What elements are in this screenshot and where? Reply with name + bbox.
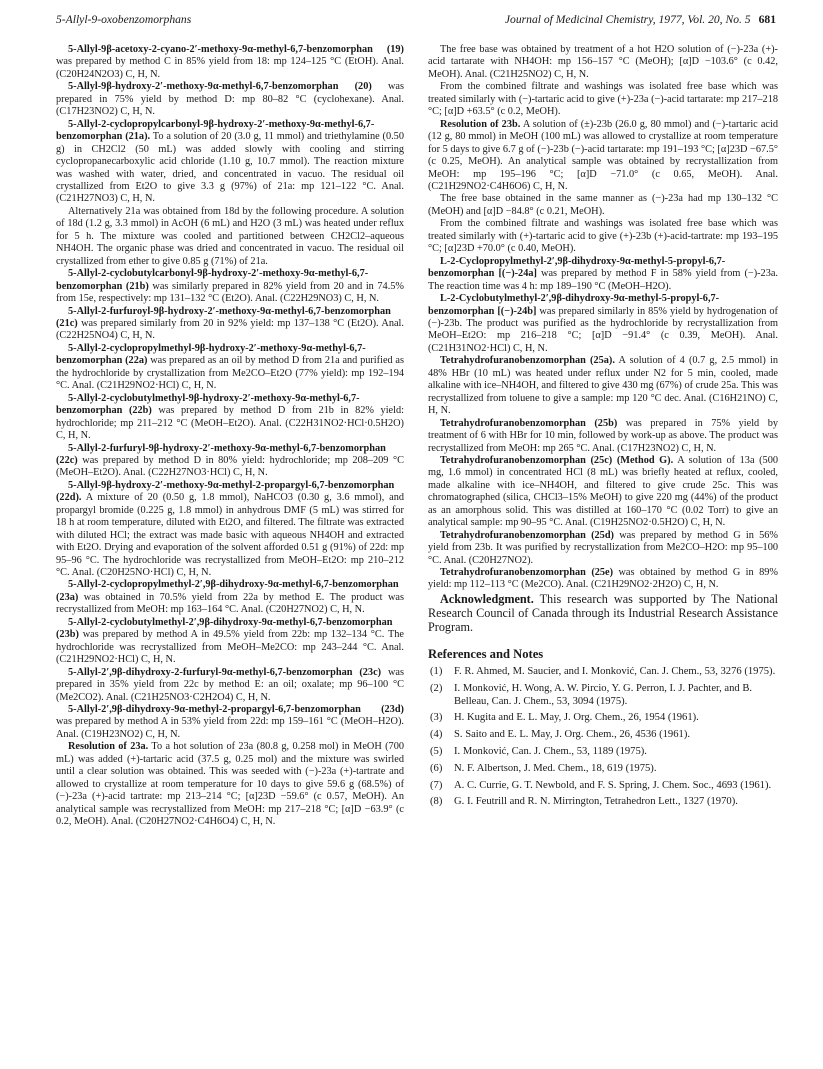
compound-heading: Tetrahydrofuranobenzomorphan (25d) xyxy=(440,529,614,541)
paragraph-text: was prepared similarly from 20 in 92% yield: mp 137–138 °C (Et2O). Anal. (C22H25NO4) C, H, N. xyxy=(56,317,404,342)
reference-item xyxy=(428,729,778,742)
paragraph-text: The free base obtained in the same manner as (−)-23a had mp 130–132 °C (MeOH) and [α]D −84.8° (c 0.21, MeOH). xyxy=(428,193,778,217)
paragraph xyxy=(56,704,404,741)
paragraph xyxy=(428,355,778,417)
paragraph xyxy=(56,306,404,343)
paragraph xyxy=(56,343,404,393)
paragraph xyxy=(56,81,404,118)
right-column xyxy=(428,44,778,813)
paragraph-text: From the combined filtrate and washings was isolated free base which was treated similarly with (+)-tartaric acid to give (+)-23b (+)-acid-tartrate: mp 193–195 °C; [α]23D +70.0° (c 0.40, MeOH). xyxy=(428,218,778,255)
compound-heading: 5-Allyl-2-cyclopropylmethyl-2′,9β-dihydroxy-9α-methyl-6,7-benzomorphan (23a) xyxy=(56,579,399,603)
paragraph xyxy=(56,741,404,828)
page-number: 681 xyxy=(758,13,776,26)
paragraph-text: was prepared by method D from 21b in 82% yield: hydrochloride; mp 211–212 °C (MeOH–Et2O). Anal. (C22H31NO2·HCl·0.5H2O) C, H, N. xyxy=(56,405,404,442)
reference-text: A. C. Currie, G. T. Newbold, and F. S. Spring, J. Chem. Soc., 4693 (1961). xyxy=(454,779,772,791)
reference-number: (8) xyxy=(430,796,443,808)
references-heading: References and Notes xyxy=(428,646,544,661)
compound-heading: 5-Allyl-2′,9β-dihydroxy-2-furfuryl-9α-methyl-6,7-benzomorphan (23c) xyxy=(68,666,382,678)
paragraph xyxy=(428,81,778,118)
paragraph-text: A solution of 13a (500 mg, 1.6 mmol) in concentrated HCl (8 mL) was briefly heated at reflux, cooled, made alkaline with ice–NH4OH, and filtered to give crude 25c. This was chromatographed (silica, CHCl3–15% MeOH) to give 220 mg (44%) of the product as an amorphous solid. This was distilled at 160–170 °C (0.02 Torr) to give an analytical sample: mp 90–95 °C. Anal. (C19H25NO2·0.5H2O) C, H, N. xyxy=(428,454,778,529)
compound-heading: Tetrahydrofuranobenzomorphan (25a). xyxy=(440,355,615,367)
paragraph xyxy=(56,268,404,305)
compound-heading: 5-Allyl-2-furfuryl-9β-hydroxy-2′-methoxy-9α-methyl-6,7-benzomorphan (22c) xyxy=(56,442,386,466)
paragraph-text: was prepared by method A in 53% yield from 22d: mp 159–161 °C (MeOH–H2O). Anal. (C19H23NO2) C, H, N. xyxy=(56,716,404,740)
reference-item xyxy=(428,666,778,679)
reference-number: (2) xyxy=(430,682,443,694)
paragraph-text: was prepared by method G in 56% yield from 23b. It was purified by recrystallization from Me2CO–H2O: mp 95–100 °C. Anal. (C20H27NO2). xyxy=(428,529,778,566)
paragraph xyxy=(428,218,778,255)
reference-number: (5) xyxy=(430,745,443,757)
paragraph xyxy=(56,617,404,667)
compound-heading: 5-Allyl-9β-acetoxy-2-cyano-2′-methoxy-9α-methyl-6,7-benzomorphan (19) xyxy=(68,44,404,55)
paragraph-text: A mixture of 20 (0.50 g, 1.8 mmol), NaHCO3 (0.30 g, 3.6 mmol), and propargyl bromide (0.225 g, 1.8 mmol) in anhydrous DMF (5 mL) was stirred for 18 h at room temperature, diluted with Et2O, and filtered. The filtrate was extracted with diluted HCl; the extract was made basic with aqueous NH4OH and extracted with Et2O. Drying and evaporation of the solvent afforded 0.51 g (91%) of 22d: mp 95–96 °C. The hydrochloride was recrystallized from MeOH–Et2O: mp 210–212 °C. Anal. (C20H25NO·HCl) C, H, N. xyxy=(56,492,404,579)
paragraph-text: was prepared by method F in 58% yield from (−)-23a. The reaction time was 4 h: mp 189–190 °C (MeOH–H2O). xyxy=(428,268,778,292)
compound-heading: 5-Allyl-2-cyclopropylcarbonyl-9β-hydroxy-2′-methoxy-9α-methyl-6,7-benzomorphan (21a). xyxy=(56,118,375,143)
paragraph xyxy=(428,418,778,455)
paragraph-text: was prepared by method A in 49.5% yield from 22b: mp 132–134 °C. The hydrochloride was recrystallized from MeOH–Me2CO: mp 243–244 °C. Anal. (C21H29NO2·HCl) C, H, N. xyxy=(56,629,404,666)
reference-number: (1) xyxy=(430,666,443,677)
reference-number: (6) xyxy=(430,762,443,774)
acknowledgment-text: This research was supported by The National Research Council of Canada through its Industrial Research Assistance Program. xyxy=(428,591,778,635)
paragraph xyxy=(428,119,778,194)
reference-text: I. Monković, Can. J. Chem., 53, 1189 (1975). xyxy=(454,745,647,757)
compound-heading: Tetrahydrofuranobenzomorphan (25e) xyxy=(440,567,614,579)
compound-heading: 5-Allyl-2-cyclopropylmethyl-9β-hydroxy-2′-methoxy-9α-methyl-6,7-benzomorphan (22a) xyxy=(56,342,366,367)
references-list xyxy=(428,666,778,809)
paragraph xyxy=(56,44,404,81)
paragraph xyxy=(56,206,404,268)
reference-item xyxy=(428,763,778,776)
paragraph-text: was obtained by method G in 89% yield: mp 112–113 °C (Me2CO). Anal. (C21H29NO2·2H2O) C, H, N. xyxy=(428,567,778,591)
reference-item xyxy=(428,712,778,725)
acknowledgment-heading: Acknowledgment. xyxy=(440,591,534,606)
paragraph xyxy=(428,293,778,355)
compound-heading: Tetrahydrofuranobenzomorphan (25c) (Method G). xyxy=(440,454,674,466)
running-head xyxy=(56,13,776,31)
compound-heading: 5-Allyl-9β-hydroxy-2′-methoxy-9α-methyl-2-propargyl-6,7-benzomorphan (22d). xyxy=(56,479,395,504)
paragraph xyxy=(56,393,404,443)
journal-name: Journal of Medicinal Chemistry, 1977, Vol. 20, No. 5 xyxy=(504,13,751,26)
compound-heading: 5-Allyl-2-cyclobutylcarbonyl-9β-hydroxy-2′-methoxy-9α-methyl-6,7-benzomorphan (21b) xyxy=(56,268,369,292)
paragraph-text: was similarly prepared in 82% yield from 20 and in 74.5% from 15e, respectively: mp 131–132 °C (Et2O). Anal. (C22H29NO3) C, H, N. xyxy=(56,280,404,305)
journal-citation xyxy=(505,13,776,26)
paragraph xyxy=(428,455,778,530)
compound-heading: 5-Allyl-2′,9β-dihydroxy-9α-methyl-2-propargyl-6,7-benzomorphan (23d) xyxy=(68,704,404,716)
paragraph xyxy=(428,256,778,293)
compound-heading: 5-Allyl-9β-hydroxy-2′-methoxy-9α-methyl-6,7-benzomorphan (20) xyxy=(68,81,372,93)
paragraph xyxy=(56,443,404,480)
paragraph-text: was prepared in 75% yield by treatment of 6 with HBr for 10 min, followed by work-up as above. The product was recrystallized from MeOH: mp 265 °C. Anal. (C17H23NO2) C, H, N. xyxy=(428,417,778,454)
compound-heading: 5-Allyl-2-furfuroyl-9β-hydroxy-2′-methoxy-9α-methyl-6,7-benzomorphan (21c) xyxy=(56,305,391,329)
paragraph-text: A solution of (±)-23b (26.0 g, 80 mmol) and (−)-tartaric acid (12 g, 80 mmol) in MeOH (100 mL) was allowed to crystallize at room temperature for 5 days to give 6.7 g of (−)-23b (−)-acid tartarate: mp 191–193 °C; [α]23D −67.5° (c 0.25, MeOH). An analytical sample was obtained by recrystallization from MeOH: mp 195–196 °C; [α]D −71.0° (c 0.65, MeOH). Anal. (C21H29NO2·C4H6O6) C, H, N. xyxy=(428,118,778,192)
paragraph xyxy=(428,567,778,592)
left-column xyxy=(56,44,404,829)
paragraph xyxy=(428,44,778,81)
paragraph-text: Alternatively 21a was obtained from 18d by the following procedure. A solution of 18d (1.2 g, 3.3 mmol) in AcOH (6 mL) and H2O (3 mL) was heated under reflux for 5 h. The mixture was cooled and partitioned between CH2Cl2–aqueous NH4OH. The organic phase was dried and concentrated in vacuo. The residual oil crystallized from ether to give 0.85 g (71%) of 21a. xyxy=(56,205,404,267)
reference-text: N. F. Albertson, J. Med. Chem., 18, 619 (1975). xyxy=(454,762,657,774)
reference-text: S. Saito and E. L. May, J. Org. Chem., 26, 4536 (1961). xyxy=(454,729,690,741)
paragraph-text: was prepared similarly in 85% yield by hydrogenation of (−)-23b. The product was purified as the hydrochloride by recrystallization from MeOH–Et2O: mp 216–218 °C; [α]D −91.4° (c 0.39, MeOH). Anal. (C21H31NO2·HCl) C, H, N. xyxy=(428,305,778,354)
paragraph-text: was prepared as an oil by method D from 21a and purified as the hydrochloride by crystallization from Me2CO–Et2O (77% yield): mp 192–194 °C. Anal. (C21H29NO2·HCl) C, H, N. xyxy=(56,355,405,392)
reference-text: F. R. Ahmed, M. Saucier, and I. Monković, Can. J. Chem., 53, 3276 (1975). xyxy=(454,666,776,677)
compound-heading: 5-Allyl-2-cyclobutylmethyl-2′,9β-dihydroxy-9α-methyl-6,7-benzomorphan (23b) xyxy=(56,616,393,641)
running-title: 5-Allyl-9-oxobenzomorphans xyxy=(56,13,192,26)
reference-item xyxy=(428,683,778,709)
compound-heading: L-2-Cyclopropylmethyl-2′,9β-dihydroxy-9α-methyl-5-propyl-6,7-benzomorphan [(−)-24a] xyxy=(428,255,726,280)
paragraph-text: was prepared by method D in 80% yield: hydrochloride; mp 208–209 °C (MeOH–Et2O). Anal. (C22H27NO3·HCl) C, H, N. xyxy=(56,454,404,479)
paragraph-text: The free base was obtained by treatment of a hot H2O solution of (−)-23a (+)-acid tartarate with NH4OH: mp 156–157 °C (MeOH); [α]D −103.6° (c 0.42, MeOH). Anal. (C21H25NO2) C, H, N. xyxy=(428,44,778,80)
paragraph xyxy=(56,480,404,580)
reference-text: I. Monković, H. Wong, A. W. Pircio, Y. G. Perron, I. J. Pachter, and B. Belleau, Can. J. Chem., 53, 3094 (1975). xyxy=(454,682,753,707)
reference-text: G. I. Feutrill and R. N. Mirrington, Tetrahedron Lett., 1327 (1970). xyxy=(454,796,738,808)
paragraph-text: To a solution of 20 (3.0 g, 11 mmol) and triethylamine (0.50 g) in CH2Cl2 (50 mL) was added slowly with cooling and stirring cyclopropanecarboxylic acid chloride (1.10 g, 10.7 mmol). The reaction mixture was washed with water, dried, and concentrated in vacuo. The residual oil crystallized from Et2O to give 3.3 g (97%) of 21a: mp 121–122 °C. Anal. (C21H27NO3) C, H, N. xyxy=(56,131,404,205)
reference-text: H. Kugita and E. L. May, J. Org. Chem., 26, 1954 (1961). xyxy=(454,712,699,724)
reference-number: (4) xyxy=(430,729,443,741)
right-column-paragraphs xyxy=(428,44,778,592)
paragraph-text: A solution of 4 (0.7 g, 2.5 mmol) in 48% HBr (10 mL) was heated under reflux under N2 for 5 min, cooled, made alkaline with ice–NH4OH, and filtered to give 430 mg (67%) of crude 25a. This was recrystallized from toluene to give a sample: mp 120 °C dec. Anal. (C16H21NO) C, H, N. xyxy=(428,355,778,417)
paragraph xyxy=(428,193,778,218)
paragraph xyxy=(56,579,404,616)
acknowledgment xyxy=(428,592,778,635)
reference-item xyxy=(428,780,778,793)
paragraph-text: was prepared in 75% yield by method D: mp 80–82 °C (cyclohexane). Anal. (C17H23NO2) C, H, N. xyxy=(56,81,404,118)
compound-heading: L-2-Cyclobutylmethyl-2′,9β-dihydroxy-9α-methyl-5-propyl-6,7-benzomorphan [(−)-24b] xyxy=(428,293,720,317)
paragraph xyxy=(428,530,778,567)
reference-number: (3) xyxy=(430,712,443,724)
reference-item xyxy=(428,746,778,759)
reference-number: (7) xyxy=(430,779,443,791)
reference-item xyxy=(428,796,778,809)
paragraph xyxy=(56,119,404,206)
paragraph-text: To a hot solution of 23a (80.8 g, 0.258 mol) in MeOH (700 mL) was added (+)-tartaric acid (37.5 g, 0.25 mol) and the mixture was swirled until a clear solution was obtained. This was seeded with (−)-23a (+)-tartrate and allowed to crystallize at room temperature for 10 days to give 59.6 g (68.5%) of (−)-23a (+)-acid tartrate: mp 213–214 °C; [α]23D −59.6° (c 0.57, MeOH). An analytical sample was recrystallized from MeOH: mp 217–218 °C; [α]D −63.9° (c 0.2, MeOH). Anal. (C20H27NO2·C4H6O4) C, H, N. xyxy=(56,741,404,828)
compound-heading: Resolution of 23b. xyxy=(440,118,521,130)
compound-heading: 5-Allyl-2-cyclobutylmethyl-9β-hydroxy-2′-methoxy-9α-methyl-6,7-benzomorphan (22b) xyxy=(56,392,360,417)
paragraph xyxy=(56,667,404,704)
paragraph-text: From the combined filtrate and washings was isolated free base which was treated similarly with (−)-tartaric acid to give (+)-23a (−)-acid tartarate: mp 217–218 °C; [α]D +63.5° (c 0.2, MeOH). xyxy=(428,81,778,118)
compound-heading: Tetrahydrofuranobenzomorphan (25b) xyxy=(440,417,618,429)
paragraph-text: was prepared by method C in 85% yield from 18: mp 124–125 °C (EtOH). Anal. (C20H24N2O3) C, H, N. xyxy=(56,56,404,80)
compound-heading: Resolution of 23a. xyxy=(68,741,149,753)
paragraph-text: was obtained in 70.5% yield from 22a by method E. The product was recrystallized from MeOH: mp 163–164 °C. Anal. (C20H27NO2) C, H, N. xyxy=(56,591,404,616)
paragraph-text: was prepared in 35% yield from 22c by method E: an oil; oxalate; mp 96–100 °C (Me2CO2). Anal. (C21H25NO3·C2H2O4) C, H, N. xyxy=(56,666,404,703)
